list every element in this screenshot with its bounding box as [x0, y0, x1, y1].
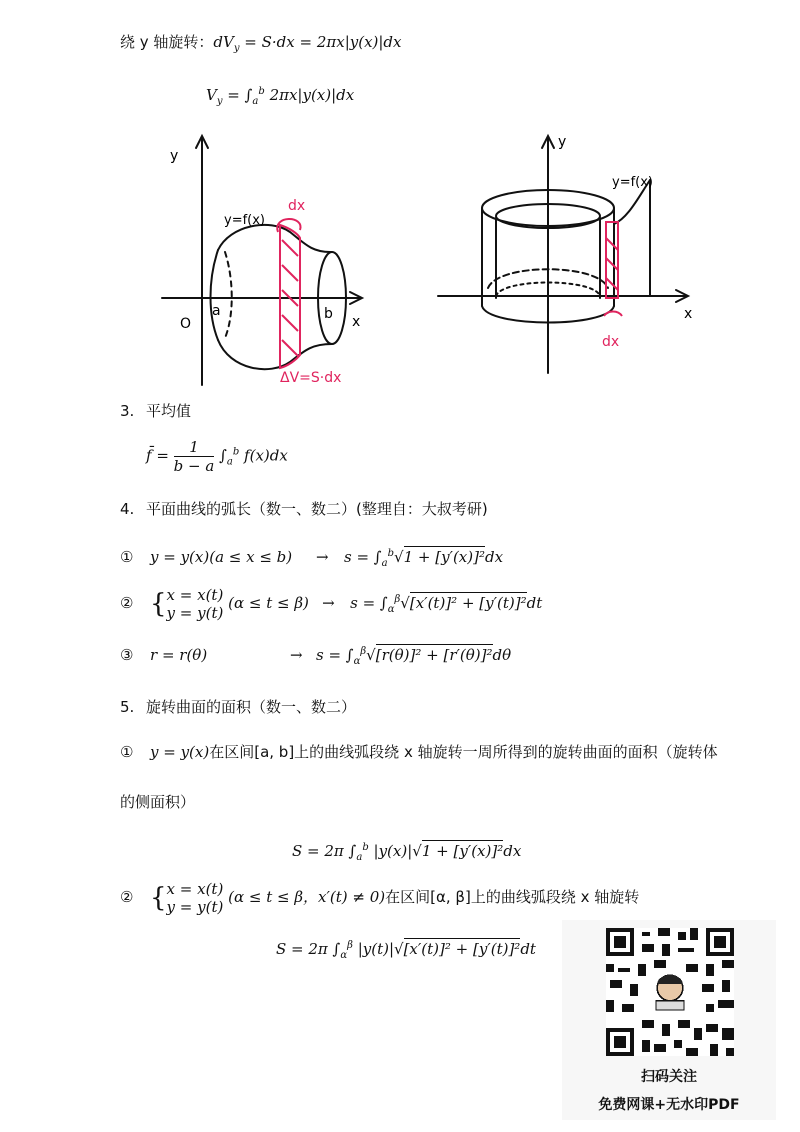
dV-subscript: y [233, 43, 240, 54]
section-3-title: 平均值 [146, 402, 192, 420]
average-value-formula: f̄ = $\frac{1}{b - a}$ $\int_a^b$ f(x)dx [146, 438, 288, 475]
arc1-integral: s = ∫ [344, 548, 382, 566]
left-y-label: y [170, 148, 179, 164]
section-5-number: 5. [120, 698, 135, 716]
arrow-icon: → [322, 594, 335, 612]
surface-item-1-line-b: 的侧面积） [120, 793, 196, 811]
section-5-heading [120, 696, 356, 717]
surface1-differential: dx [503, 842, 522, 860]
y-axis-rotation-line [120, 32, 402, 59]
arc2-differential: dt [526, 594, 543, 612]
surface2-factor: |y(t)|√ [352, 940, 404, 958]
f-bar-symbol: f̄ = [146, 446, 174, 465]
fraction-numerator: 1 [174, 438, 215, 457]
left-figure [150, 130, 390, 390]
system-top: x = x(t) [166, 880, 224, 898]
qr-code-icon[interactable] [606, 928, 734, 1056]
arc2-system [167, 586, 224, 622]
arrow-icon: → [290, 646, 303, 664]
sqrt-icon: √ [366, 646, 376, 664]
arc1-lhs: y = y(x)(a ≤ x ≤ b) [150, 548, 293, 566]
surface1-function: y = y(x) [150, 743, 210, 761]
system-bottom: y = y(t) [166, 898, 224, 916]
surface1-integral: S = 2π ∫ [292, 842, 357, 860]
arc1-radicand: 1 + [y′(x)]² [403, 548, 485, 566]
V-y-formula [206, 86, 354, 107]
right-x-label: x [684, 306, 693, 322]
system-bottom: y = y(t) [166, 604, 224, 622]
right-y-label: y [558, 134, 567, 150]
right-figure [428, 128, 700, 378]
arc2-lower: α [387, 604, 395, 615]
left-solid-top [218, 225, 332, 252]
left-a-label: a [212, 303, 221, 319]
section-3-number: 3. [120, 402, 135, 420]
surface2-upper: β [347, 940, 353, 951]
avg-upper-limit: b [232, 446, 240, 458]
arc3-lower: α [353, 656, 361, 667]
qr-promo-panel [562, 920, 776, 1120]
section-5-title: 旋转曲面的面积（数一、数二） [146, 698, 357, 716]
average-fraction [174, 438, 215, 475]
dV-symbol: dV [213, 33, 234, 51]
arc2-integral: s = ∫ [350, 594, 388, 612]
item-marker: ① [120, 548, 134, 566]
left-dx-label: dx [288, 198, 306, 214]
surface-1-formula [292, 842, 521, 863]
surface1-factor: |y(x)|√ [368, 842, 422, 860]
V-integral-sign: = ∫ [222, 86, 253, 104]
arc-length-item-3 [120, 646, 511, 667]
avg-integrand: f(x)dx [239, 446, 288, 465]
arc-length-item-2: ② { x = x(t) y = y(t) $(\alpha \le t \le \beta) \to s = \int_\alpha^\beta√[x'(t)]^2 + [y'(t)]^2dt$ [120, 586, 543, 622]
arc-length-item-1 [120, 548, 503, 569]
V-lower-limit: a [252, 96, 259, 107]
item-marker: ① [120, 743, 134, 761]
surface1-description: 在区间[a, b]上的曲线弧段绕 x 轴旋转一周所得到的旋转曲面的面积（旋转体 [209, 743, 718, 761]
left-red-slice [280, 225, 300, 368]
surface-item-2: ② { x = x(t) y = y(t) (α ≤ t ≤ β，x′(t) ≠ 0)在区间[α, β]上的曲线弧段绕 x 轴旋转 [120, 880, 640, 916]
item-marker: ③ [120, 646, 134, 664]
dV-formula: = S·dx = 2πx|y(x)|dx [239, 33, 402, 51]
item-marker: ② [120, 888, 134, 906]
surface2-radicand: [x′(t)]² + [y′(t)]² [403, 940, 521, 958]
section-4-title: 平面曲线的弧长（数一、数二）(整理自：大叔考研) [146, 500, 488, 518]
arc2-range: (α ≤ t ≤ β) [228, 594, 309, 612]
arc2-upper: β [394, 594, 401, 605]
arrow-icon: → [316, 548, 329, 566]
surface2-condition: (α ≤ t ≤ β，x′(t) ≠ 0) [228, 888, 386, 906]
surface-item-1-line-a [120, 742, 718, 762]
surface1-lower: a [356, 852, 363, 863]
system-top: x = x(t) [166, 586, 224, 604]
V-symbol: V [206, 86, 217, 104]
sqrt-icon: √ [394, 548, 404, 566]
right-dx-brace [604, 312, 622, 317]
fraction-denominator: b − a [173, 457, 215, 475]
arc3-upper: β [360, 646, 367, 657]
surface2-system [167, 880, 224, 916]
section-4-number: 4. [120, 500, 135, 518]
surface2-integral: S = 2π ∫ [276, 940, 341, 958]
section-4-heading [120, 498, 488, 519]
surface-2-formula [276, 940, 536, 961]
surface2-lower: α [340, 950, 348, 961]
arc1-lower: a [381, 558, 388, 569]
arc3-differential: dθ [492, 646, 512, 664]
V-upper-limit: b [258, 86, 265, 97]
section-3-heading [120, 400, 191, 421]
arc3-integral: s = ∫ [316, 646, 354, 664]
sqrt-icon: √ [400, 594, 410, 612]
right-curve-label: y=f(x) [612, 175, 653, 190]
surface2-differential: dt [520, 940, 536, 958]
left-curve-label: y=f(x) [224, 213, 265, 228]
qr-caption-offer: 免费网课+无水印PDF [598, 1097, 740, 1113]
surface1-radicand: 1 + [y′(x)]² [421, 842, 504, 860]
right-dx-label: dx [602, 334, 620, 350]
left-solid-left-end [211, 250, 219, 340]
V-integrand: 2πx|y(x)|dx [264, 86, 355, 104]
arc3-radicand: [r(θ)]² + [r′(θ)]² [375, 646, 493, 664]
surface2-description: 在区间[α, β]上的曲线弧段绕 x 轴旋转 [385, 888, 640, 906]
surface1-upper: b [362, 842, 369, 853]
item-marker: ② [120, 594, 134, 612]
arc3-lhs: r = r(θ) [150, 646, 208, 664]
left-b-label: b [324, 306, 333, 322]
arc1-differential: dx [484, 548, 504, 566]
avg-lower-limit: a [226, 456, 233, 468]
arc1-upper: b [387, 548, 394, 559]
arc2-radicand: [x′(t)]² + [y′(t)]² [409, 594, 527, 612]
left-solid-bottom [218, 340, 332, 369]
V-subscript: y [216, 96, 223, 107]
qr-caption-scan: 扫码关注 [641, 1069, 697, 1085]
left-dashed-left [225, 252, 232, 338]
y-axis-rotation-label: 绕 y 轴旋转： [120, 33, 214, 51]
left-x-label: x [352, 314, 361, 330]
left-origin-label: O [180, 316, 192, 332]
left-dV-label: ΔV=S·dx [280, 370, 342, 386]
